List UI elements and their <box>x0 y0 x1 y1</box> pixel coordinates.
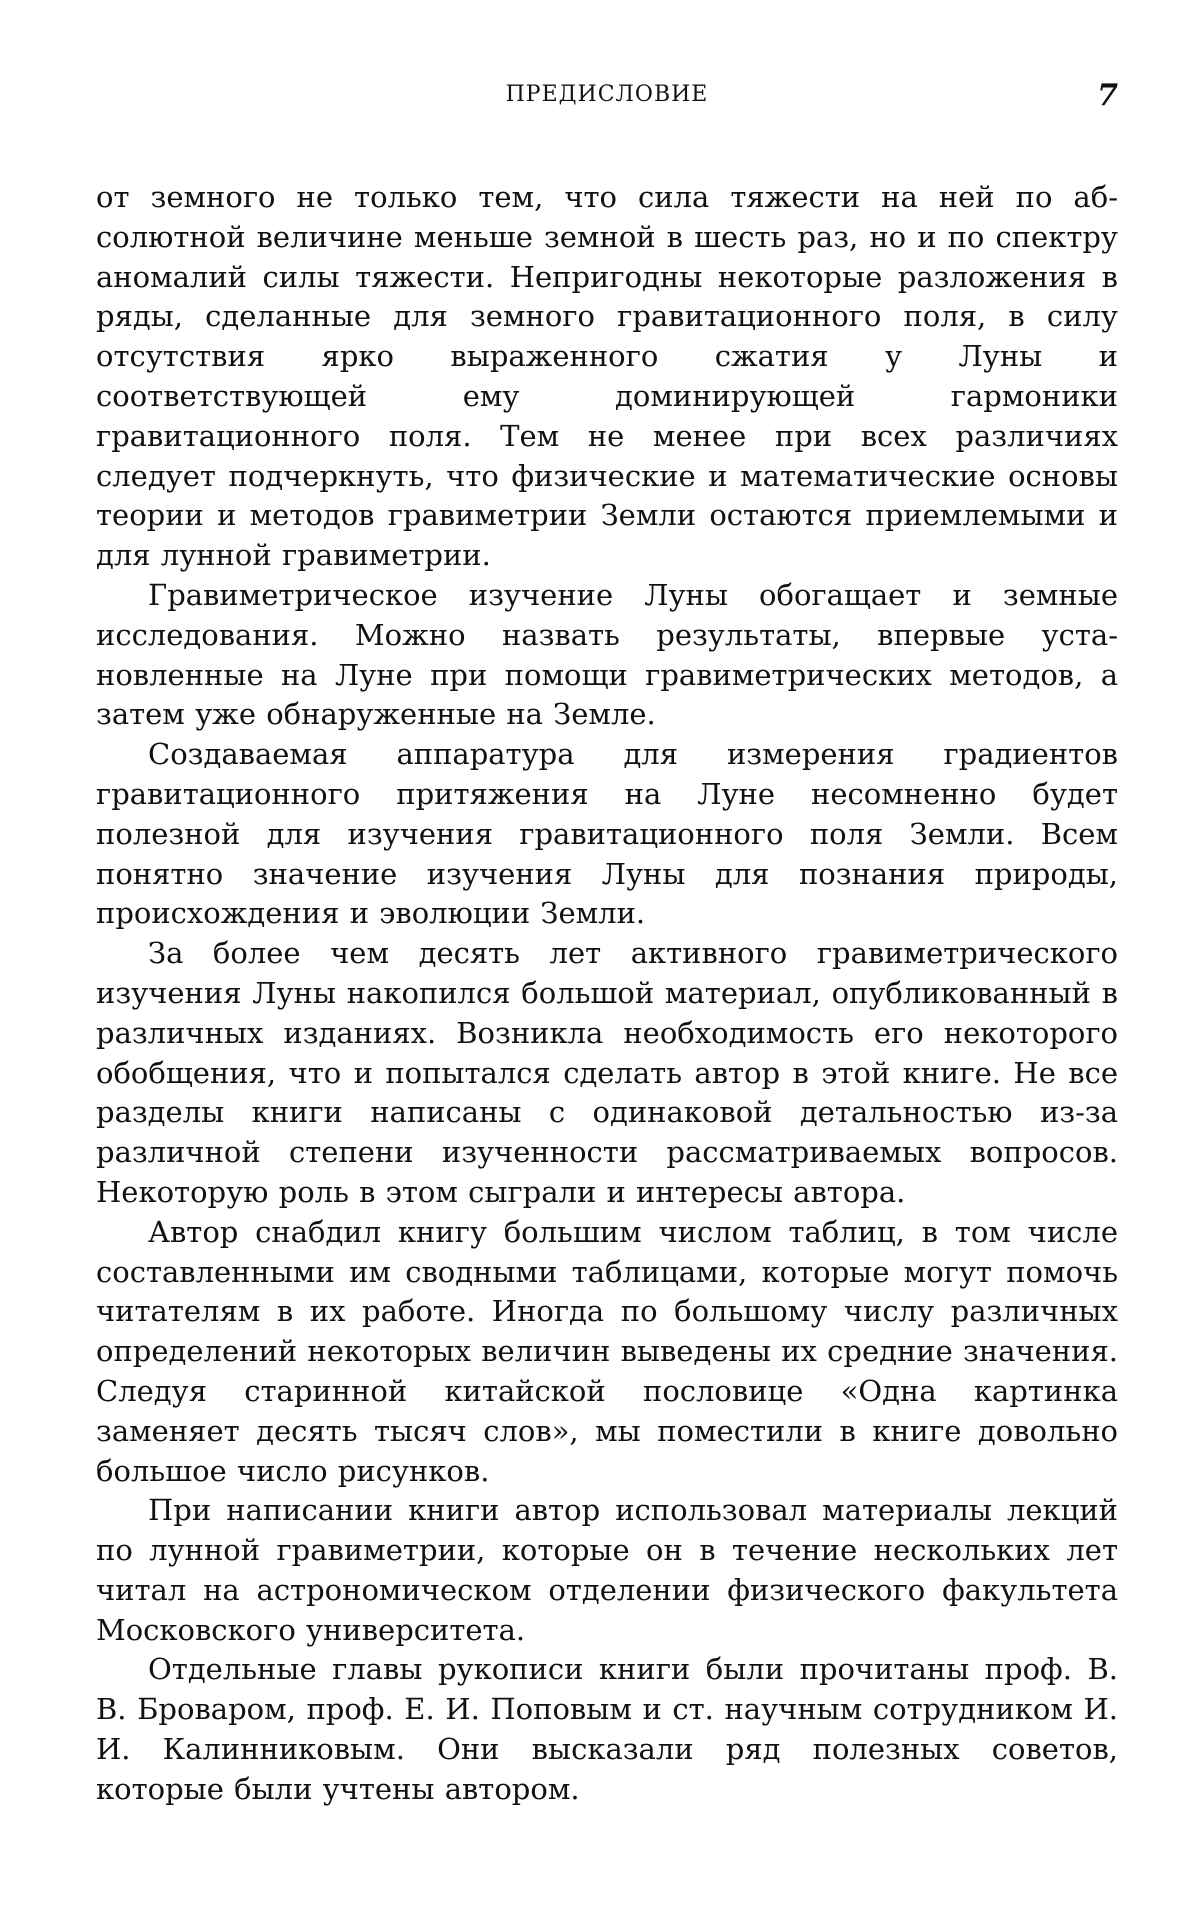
paragraph: Автор снабдил книгу большим числом таблиц, в том числе составленными им сводными таблицами, которые могут помочь читателям в их работе. Иногда по большому числу различных определений некоторых величин выведены их средние значения. Следуя старинной китайской пословице «Одна картинка заменяет десять тысяч слов», мы поместили в книге довольно большое число рисунков. <box>96 1214 1118 1488</box>
paragraph-continuation: от земного не только тем, что сила тяжести на ней по абсолютной величине меньше земной в шесть раз, но и по спектру аномалий силы тяжести. Непригодны некоторые разложения в ряды, сделанные для земного гравитационного поля, в силу отсутствия ярко выраженного сжатия у Луны и соответствующей ему доминирующей гармоники гравитационного поля. Тем не менее при всех различиях следует подчеркнуть, что физические и математические основы теории и методов гравиметрии Земли остаются приемлемыми и для лунной гравиметрии. <box>96 180 1118 573</box>
body-text <box>96 178 1118 1810</box>
paragraph: За более чем десять лет активного гравиметрического изучения Луны накопился большой материал, опубликованный в различных изданиях. Возникла необходимость его некоторого обобщения, что и попытался сделать автор в этой книге. Не все разделы книги написаны с одинаковой детальностью из-за различной степени изученности рассматриваемых вопросов. Некоторую роль в этом сыграли и интересы автора. <box>96 936 1118 1209</box>
running-title: ПРЕДИСЛОВИЕ <box>505 82 709 107</box>
page-number: 7 <box>1097 78 1118 113</box>
running-head <box>96 78 1118 122</box>
paragraph: Гравиметрическое изучение Луны обогащает и земные исследования. Можно назвать результаты, впервые установленные на Луне при помощи гравиметрических методов, а затем уже обнаруженные на Земле. <box>96 577 1118 732</box>
book-page <box>96 0 1118 1925</box>
paragraph: Создаваемая аппаратура для измерения градиентов гравитационного притяжения на Луне несомненно будет полезной для изучения гравитационного поля Земли. Всем понятно значение изучения Луны для познания природы, происхождения и эволюции Земли. <box>96 737 1118 931</box>
paragraph: Отдельные главы рукописи книги были прочитаны проф. В. В. Броваром, проф. Е. И. Поповым и ст. научным сотрудником И. И. Калинниковым. Они высказали ряд полезных советов, которые были учтены автором. <box>96 1652 1118 1806</box>
paragraph: При написании книги автор использовал материалы лекций по лунной гравиметрии, которые он в течение нескольких лет читал на астрономическом отделении физического факультета Московского университета. <box>96 1493 1118 1647</box>
